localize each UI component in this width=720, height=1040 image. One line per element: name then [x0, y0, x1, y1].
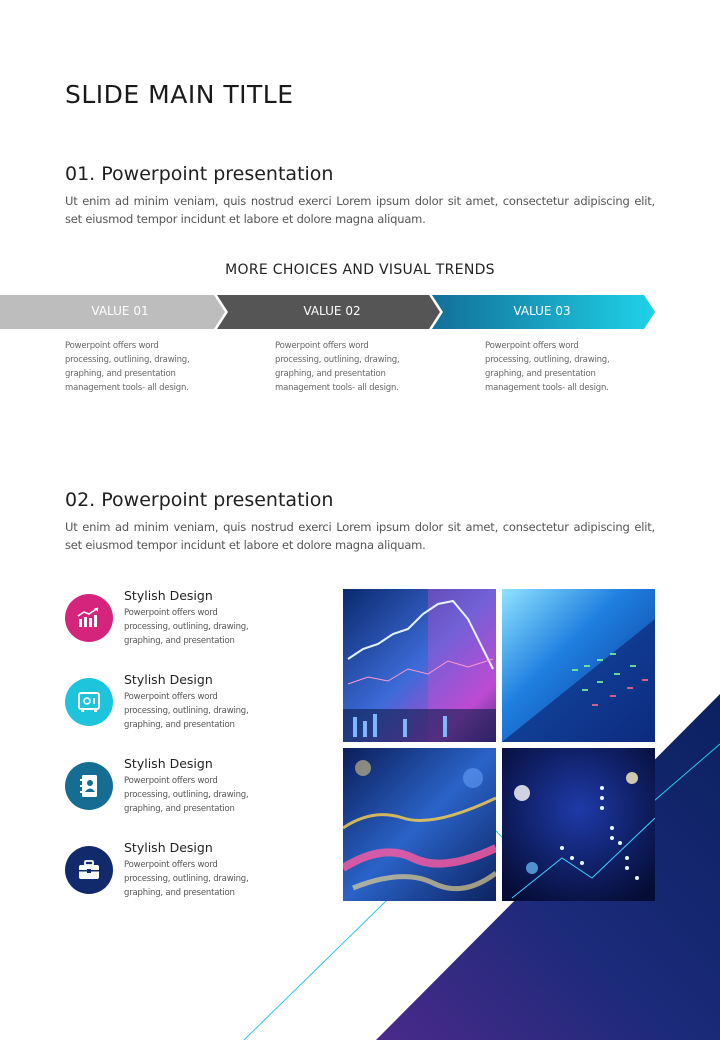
page-title: SLIDE MAIN TITLE: [65, 80, 294, 109]
value-desc-1: Powerpoint offers word processing, outlining, drawing, graphing, and presentation management tools- all design.: [65, 341, 190, 393]
section2-heading: 02. Powerpoint presentation: [65, 489, 334, 511]
feature-desc: Powerpoint offers word processing, outlining, drawing, graphing, and presentation: [124, 776, 249, 814]
feature-item: [65, 672, 285, 742]
bar-chart-icon: [65, 594, 113, 642]
contact-book-icon: [65, 762, 113, 810]
feature-item: [65, 756, 285, 826]
value-desc-3: Powerpoint offers word processing, outlining, drawing, graphing, and presentation management tools- all design.: [485, 341, 610, 393]
section2-text: Ut enim ad minim veniam, quis nostrud exerci Lorem ipsum dolor sit amet, consectetur adipiscing elit, set eiusmod tempor incidunt et labore et dolore magna aliquam.: [65, 520, 655, 552]
section1-heading: 01. Powerpoint presentation: [65, 163, 334, 185]
feature-title: Stylish Design: [124, 588, 213, 603]
stock-chart-photo-1: [343, 589, 496, 742]
feature-title: Stylish Design: [124, 840, 213, 855]
feature-desc: Powerpoint offers word processing, outlining, drawing, graphing, and presentation: [124, 692, 249, 730]
feature-item: [65, 588, 285, 658]
value-label-2: VALUE 02: [303, 304, 361, 318]
safe-icon: [65, 678, 113, 726]
value-label-1: VALUE 01: [91, 304, 149, 318]
value-desc-2: Powerpoint offers word processing, outlining, drawing, graphing, and presentation management tools- all design.: [275, 341, 400, 393]
market-graph-photo-3: [343, 748, 496, 901]
feature-title: Stylish Design: [124, 672, 213, 687]
section1-text: Ut enim ad minim veniam, quis nostrud exerci Lorem ipsum dolor sit amet, consectetur adipiscing elit, set eiusmod tempor incidunt et labore et dolore magna aliquam.: [65, 194, 655, 226]
feature-desc: Powerpoint offers word processing, outlining, drawing, graphing, and presentation: [124, 608, 249, 646]
value-label-3: VALUE 03: [513, 304, 571, 318]
choices-title: MORE CHOICES AND VISUAL TRENDS: [225, 262, 495, 278]
feature-title: Stylish Design: [124, 756, 213, 771]
briefcase-icon: [65, 846, 113, 894]
stock-board-photo-2: [502, 589, 655, 742]
stock-lights-photo-4: [502, 748, 655, 901]
feature-item: [65, 840, 285, 910]
feature-desc: Powerpoint offers word processing, outlining, drawing, graphing, and presentation: [124, 860, 249, 898]
